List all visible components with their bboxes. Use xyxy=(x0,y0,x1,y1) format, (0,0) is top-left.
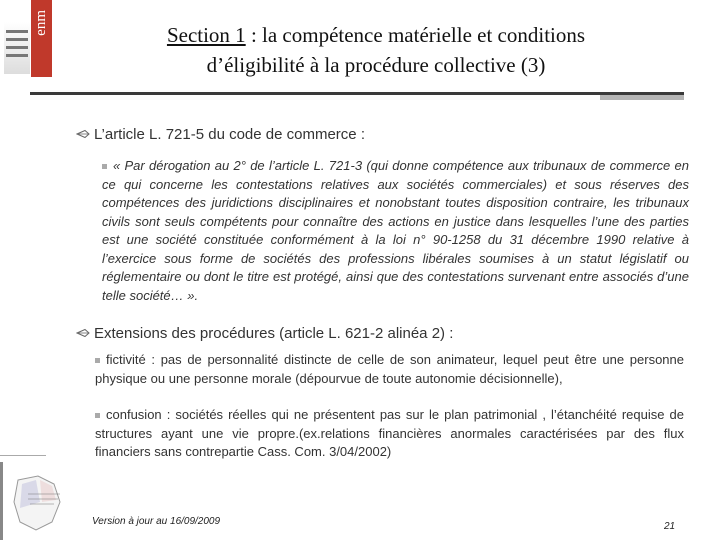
logo-text: enm xyxy=(33,10,49,36)
pen-icon xyxy=(76,325,90,342)
quote-paragraph: « Par dérogation au 2° de l’article L. 721-3 (qui donne compétence aux tribunaux de commerce en ce qui concerne les contestations relatives aux sociétés commerciales) et sous réserves des compétences des juridictions disciplinaires et nonobstant toutes disposition contraire, les tribunaux civils sont seuls compétents pour connaître des actions en justice dans lesquelles l’une des parties est une société constituée conformément à la loi n° 90-1258 du 31 décembre 1990 relative à l’exercice sous forme de sociétés des professions libérales soumises à un statut législatif ou réglementaire ou dont le titre est protégé, ainsi que des contestations survenant entre associés d’une telle société… ». xyxy=(102,158,689,303)
title-section: Section 1 xyxy=(166,23,246,47)
enm-logo xyxy=(0,0,52,78)
title-line1-rest: : la compétence matérielle et conditions xyxy=(245,23,586,47)
title-line2: d’éligibilité à la procédure collective (3) xyxy=(206,53,546,77)
corner-line xyxy=(0,462,3,540)
square-bullet-icon xyxy=(102,164,107,169)
ministry-seal-icon xyxy=(8,472,74,536)
page-title xyxy=(96,20,656,80)
title-rule xyxy=(30,92,684,95)
bullet-heading-1: L’article L. 721-5 du code de commerce : xyxy=(76,126,365,143)
page-number: 21 xyxy=(664,521,676,532)
square-bullet-icon xyxy=(95,358,100,363)
pen-icon xyxy=(76,126,90,143)
corner-line xyxy=(0,455,46,456)
square-bullet-icon xyxy=(95,413,100,418)
list-item: confusion : sociétés réelles qui ne présentent pas sur le plan patrimonial , l’étanchéité requise de structures ayant une vie propre.(ex.relations financières anormales caractérisées par des flux financiers sans contrepartie Cass. Com. 3/04/2002) xyxy=(95,407,684,459)
footer-version: Version à jour au 16/09/2009 xyxy=(92,516,221,527)
bullet-heading-2: Extensions des procédures (article L. 621-2 alinéa 2) : xyxy=(76,325,453,342)
list-item: fictivité : pas de personnalité distincte de celle de son animateur, lequel peut être une personne physique ou une personne morale (dépourvue de toute autonomie décisionnelle), xyxy=(95,352,684,386)
